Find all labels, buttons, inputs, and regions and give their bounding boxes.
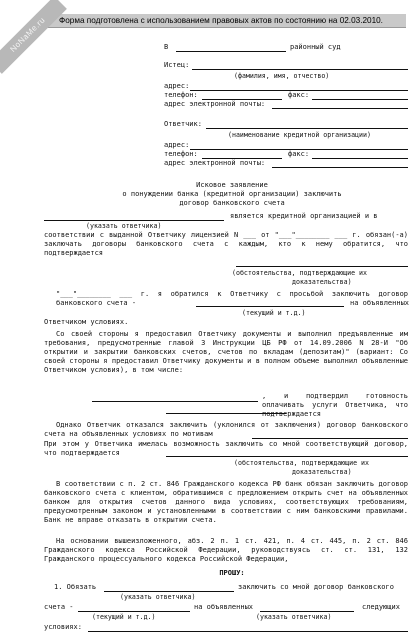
court-label: районный суд (290, 43, 341, 51)
defendant-caption: (наименование кредитной организации) (228, 131, 371, 139)
req2-type-field[interactable] (78, 611, 190, 612)
p4-tail: При этом у Ответчика имелась возможность заключить со мной соответствующий договор, что подтверждается (44, 440, 408, 457)
req1-tail: заключить со мной договор банковского (238, 583, 394, 591)
req2-mid: на объявленных (194, 603, 254, 611)
p6-text: На основании вышеизложенного, абз. 2 п. 1 ст. 421, п. 4 ст. 445, п. 2 ст. 846 Гражданского кодекса Российской Федерации, руководствуясь ст. ст. 131, 132 Гражданского процессуального кодекса Российской Федерации, (44, 537, 408, 563)
req2-defendant-field[interactable] (260, 611, 354, 612)
p1-caption: (указать ответчика) (86, 222, 162, 230)
fax-label: факс: (288, 91, 310, 99)
p1-evidence-field[interactable] (236, 266, 408, 267)
title-line-2: о понуждении банка (кредитной организации) заключить (122, 190, 342, 198)
plaintiff-label: Истец: (164, 61, 190, 69)
p1-caption-2: (обстоятельства, подтверждающие их (232, 269, 367, 277)
p3-list-field[interactable] (92, 401, 258, 402)
title-line-1: Исковое заявление (196, 181, 268, 189)
address2-label: адрес: (164, 141, 190, 149)
p3-text: Со своей стороны я предоставил Ответчику документы и выполнил предъявленные им требования, предусмотренные главой 3 Инструкции ЦБ РФ от 14.09.2006 N 28-И "Об открытии и закрытии банковских счетов, счетов по вкладам (депозитам)" (вариант: Со своей стороны я предоставил Ответчику документы и в полном объеме выполнил объявленные Ответчиком условия), в том числе: (44, 330, 408, 374)
req2-caption-2: (указать ответчика) (256, 613, 332, 621)
req2-label: счета - (44, 603, 74, 611)
account-type-field[interactable] (196, 306, 344, 307)
court-prefix: В (164, 43, 169, 51)
fax2-field[interactable] (312, 158, 408, 159)
req3-label: условиях: (44, 623, 82, 631)
fax2-label: факс: (288, 150, 310, 158)
p2-end: Ответчиком условиях. (44, 318, 129, 326)
req1-defendant-field[interactable] (104, 591, 234, 592)
defendant-label: Ответчик: (164, 120, 202, 128)
p2-tail: на объявленных (350, 299, 410, 307)
court-field[interactable] (176, 51, 286, 52)
defendant-field[interactable] (206, 128, 408, 129)
plaintiff-field[interactable] (192, 69, 408, 70)
defendant-name-field[interactable] (44, 220, 224, 221)
p2-text: "___"________ ___ г. я обратился к Ответчику с просьбой заключить договор банковского счета - (56, 290, 408, 307)
form-banner: Форма подготовлена с использованием правовых актов по состоянию на 02.03.2010. (36, 14, 406, 28)
phone-label: телефон: (164, 91, 198, 99)
p2-caption: (текущий и т.д.) (242, 309, 306, 317)
req2-caption: (текущий и т.д.) (92, 613, 156, 621)
email-field[interactable] (272, 108, 408, 109)
p1-text: соответствии с выданной Ответчику лицензией N ___ от "___"________ ___ г. обязан(-а) заключать договоры банковского счета с каждым, кто к нему обратится, что подтверждается (44, 231, 408, 257)
fax-field[interactable] (312, 99, 408, 100)
p3-confirm-field[interactable] (166, 413, 286, 414)
p4-caption-2: доказательства) (292, 468, 352, 476)
p5-text: В соответствии с п. 2 ст. 846 Гражданского кодекса РФ банк обязан заключить договор банковского счета с клиентом, обратившимся с предложением открыть счет на объявленных банком для открытия счетов данного вида условиях, соответствующих требованиям, предусмотренным законом и установленными в соответствии с ним банковскими правилами. Банк не вправе отказать в открытии счета. (44, 480, 408, 524)
p4-evidence-field[interactable] (166, 456, 408, 457)
email2-label: адрес электронной почты: (164, 159, 266, 167)
watermark-ribbon: NoNaMe.ru (0, 0, 67, 74)
p3-tail: , и подтвердил готовность оплачивать услуги Ответчика, что подтверждается (262, 392, 408, 418)
plaintiff-caption: (фамилия, имя, отчество) (234, 72, 330, 80)
req1-label: 1. Обязать (54, 583, 97, 591)
p4-reason-field[interactable] (252, 438, 408, 439)
title-line-3: договор банковского счета (179, 199, 285, 207)
phone2-label: телефон: (164, 150, 198, 158)
email-label: адрес электронной почты: (164, 100, 266, 108)
req2-tail: следующих (362, 603, 400, 611)
email2-field[interactable] (272, 167, 408, 168)
address-label: адрес: (164, 82, 190, 90)
p1-tail: является кредитной организацией и в (230, 212, 378, 220)
prosu-heading: ПРОШУ: (219, 569, 245, 577)
p4-text: Однако Ответчик отказался заключить (уклонился от заключения) договор банковского счета на объявленных условиях по мотивам (44, 421, 408, 438)
p4-caption: (обстоятельства, подтверждающие их (234, 459, 369, 467)
p1-caption-2b: доказательства) (292, 278, 352, 286)
req1-caption: (указать ответчика) (120, 593, 196, 601)
